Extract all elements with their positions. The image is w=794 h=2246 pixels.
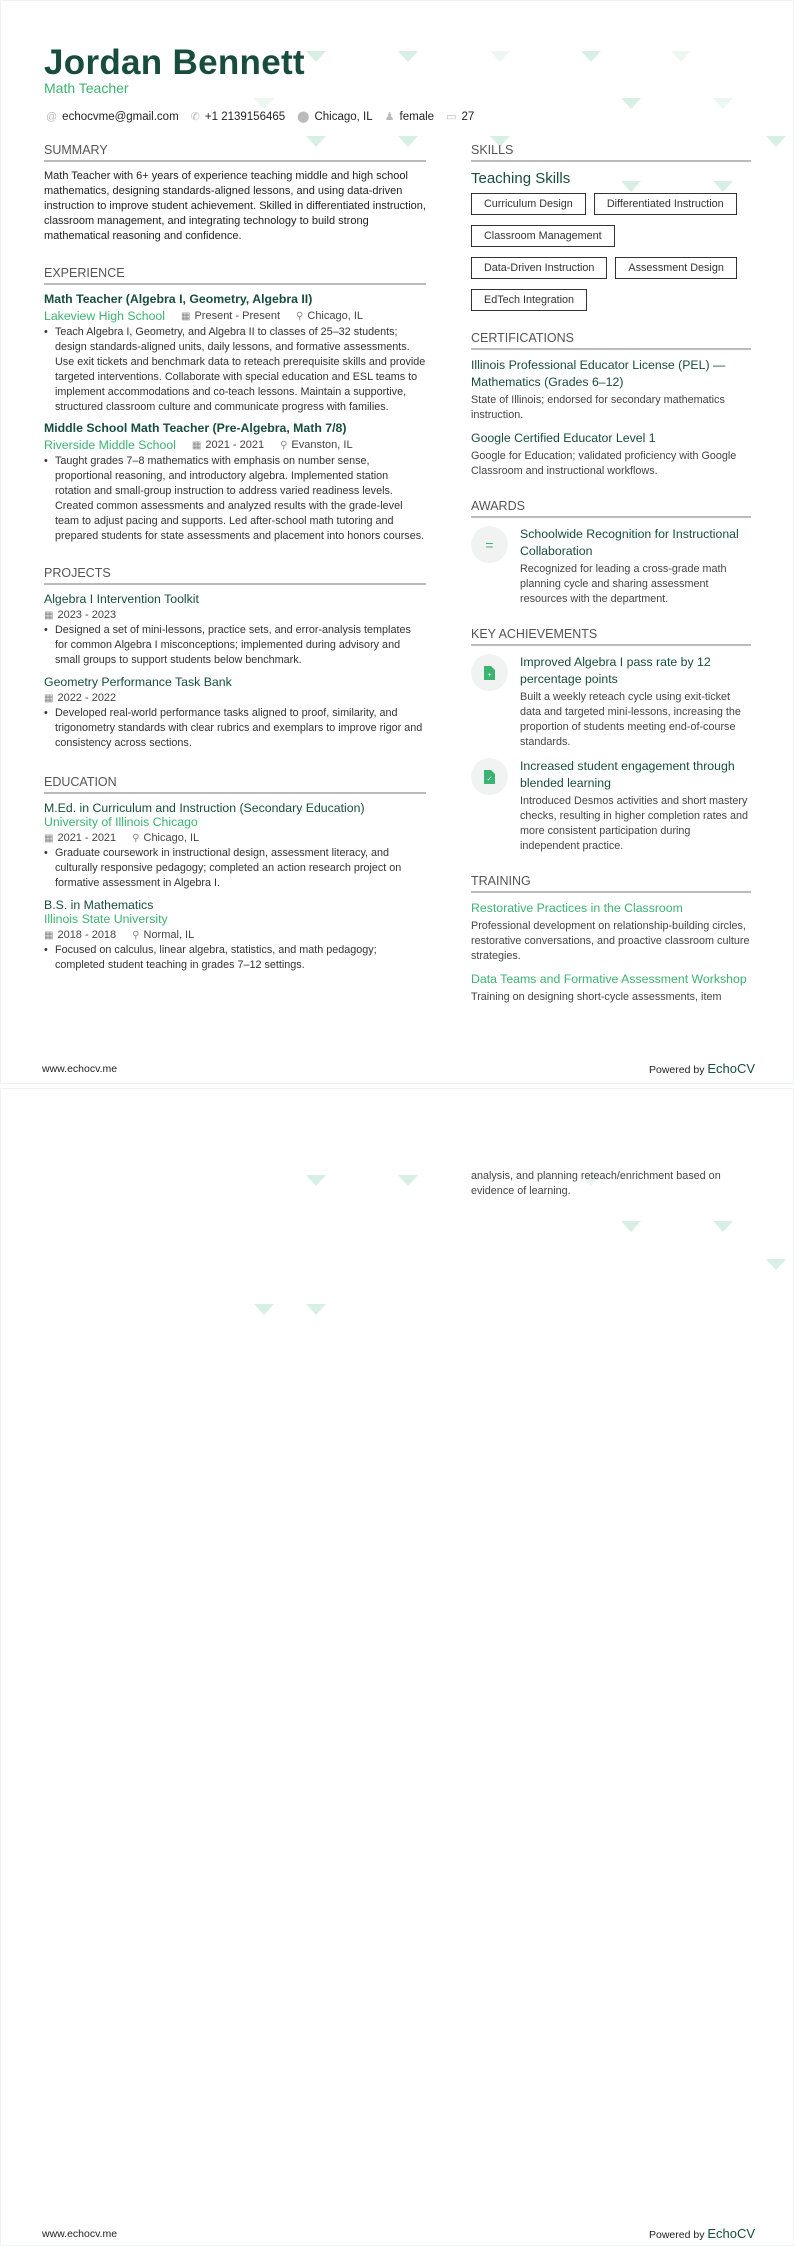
education-section [44, 775, 426, 973]
age: 27 [461, 111, 475, 123]
candidate-title: Math Teacher [44, 80, 129, 96]
certification-desc: State of Illinois; endorsed for secondary mathematics instruction. [471, 394, 725, 421]
skill-tag: EdTech Integration [471, 289, 587, 311]
footer-powered [649, 1061, 755, 1076]
candidate-name: Jordan Bennett [44, 43, 305, 82]
calendar-icon: ▦ [44, 833, 54, 844]
location-icon: ⬤ [297, 111, 310, 123]
location-text: Evanston, IL [291, 439, 353, 451]
experience-item [44, 292, 426, 415]
dates-text: 2023 - 2023 [57, 609, 117, 621]
school: Illinois State University [44, 912, 168, 926]
project-bullets [44, 623, 426, 668]
calendar-icon: ▦ [181, 311, 191, 322]
training-desc: Training on designing short-cycle assessments, item [471, 991, 722, 1003]
skill-tag: Differentiated Instruction [594, 193, 737, 215]
job-meta [44, 309, 426, 323]
powered-label: Powered by [649, 2229, 705, 2241]
footer-site[interactable]: www.echocv.me [42, 1063, 118, 1075]
skill-tag: Assessment Design [615, 257, 736, 279]
certification-title: Illinois Professional Educator License (PEL) — Mathematics (Grades 6–12) [471, 358, 726, 389]
powered-label: Powered by [649, 1064, 705, 1076]
dates-text: Present - Present [194, 310, 281, 322]
job-title: Math Teacher (Algebra I, Geometry, Algebra II) [44, 292, 313, 306]
location-text: Normal, IL [143, 929, 195, 941]
certification-item [471, 430, 751, 479]
contact-row [46, 110, 474, 123]
projects-section [44, 566, 426, 751]
training-title: Data Teams and Formative Assessment Workshop [471, 972, 747, 986]
file-check-icon [471, 758, 508, 795]
project-item [44, 592, 426, 668]
employer: Lakeview High School [44, 309, 165, 323]
degree: B.S. in Mathematics [44, 898, 154, 912]
experience-section [44, 266, 426, 544]
calendar-icon: ▭ [446, 111, 457, 123]
project-item [44, 675, 426, 751]
summary-section [44, 143, 426, 244]
dates-text: 2021 - 2021 [205, 439, 265, 451]
dates-text: 2018 - 2018 [57, 929, 117, 941]
certification-desc: Google for Education; validated proficiency with Google Classroom and instructional workflows. [471, 450, 737, 477]
footer-site[interactable]: www.echocv.me [42, 2228, 118, 2240]
section-heading: TRAINING [471, 874, 751, 893]
certification-item [471, 357, 751, 423]
footer-powered [649, 2226, 755, 2241]
skill-tag: Classroom Management [471, 225, 615, 247]
job-dates [181, 310, 280, 322]
brand-name: EchoCV [707, 1061, 756, 1076]
location-pin-icon: ⚲ [132, 930, 140, 941]
award-title: Schoolwide Recognition for Instructional Collaboration [520, 527, 739, 558]
project-meta [44, 609, 426, 621]
education-bullet: • Graduate coursework in instructional design, assessment literacy, and culturally responsive pedagogy; completed an action research project on formative assessment in Algebra I. [44, 846, 426, 891]
certifications-section [471, 331, 751, 479]
job-location [296, 310, 363, 322]
location: Chicago, IL [314, 111, 373, 123]
section-heading: SKILLS [471, 143, 751, 162]
phone[interactable]: +1 2139156465 [204, 111, 286, 123]
education-bullet: • Focused on calculus, linear algebra, statistics, and math pedagogy; completed student teaching in grades 7–12 settings. [44, 943, 426, 973]
education-meta [44, 832, 426, 844]
employer: Riverside Middle School [44, 438, 176, 452]
resume-page-2 [0, 1088, 794, 2246]
training-item [471, 971, 751, 1005]
training-desc: Professional development on relationship-building circles, restorative conversations, and proactive classroom culture strategies. [471, 920, 750, 962]
achievement-desc: Built a weekly reteach cycle using exit-ticket data and targeted mini-lessons, increasing the proportion of students meeting end-of-course standards. [520, 691, 741, 748]
achievement-title: Improved Algebra I pass rate by 12 percentage points [520, 655, 711, 686]
section-heading: EDUCATION [44, 775, 426, 794]
project-bullet: • Designed a set of mini-lessons, practice sets, and error-analysis templates for common Algebra I misconceptions; implemented during advisory and small groups to support students below benchmark. [44, 623, 426, 668]
resume-page-1 [0, 0, 794, 1084]
section-heading: PROJECTS [44, 566, 426, 585]
education-item [44, 801, 426, 891]
training-item [471, 900, 751, 964]
calendar-icon: ▦ [44, 930, 54, 941]
achievement [471, 758, 751, 854]
file-plus-icon [471, 654, 508, 691]
award-desc: Recognized for leading a cross-grade math planning cycle and sharing assessment resources with the department. [520, 563, 727, 605]
job-dates [192, 439, 264, 451]
experience-item [44, 421, 426, 544]
section-heading: SUMMARY [44, 143, 426, 162]
calendar-icon: ▦ [44, 693, 54, 704]
job-bullet: • Taught grades 7–8 mathematics with emphasis on number sense, proportional reasoning, and introductory algebra. Implemented station rotation and small-group instruction to address varied readiness levels. Created common assessments and analyzed results with the grade-level team to adjust pacing and supports. Led after-school math tutoring and prepared students for state assessments and placement into honors courses. [44, 454, 426, 544]
location-pin-icon: ⚲ [132, 833, 140, 844]
job-title: Middle School Math Teacher (Pre-Algebra, Math 7/8) [44, 421, 347, 435]
location-text: Chicago, IL [143, 832, 200, 844]
award [471, 526, 751, 607]
job-bullets [44, 454, 426, 544]
awards-section [471, 499, 751, 607]
section-heading: CERTIFICATIONS [471, 331, 751, 350]
school: University of Illinois Chicago [44, 815, 198, 829]
location-pin-icon: ⚲ [280, 440, 288, 451]
location-text: Chicago, IL [307, 310, 364, 322]
section-heading: AWARDS [471, 499, 751, 518]
section-heading: KEY ACHIEVEMENTS [471, 627, 751, 646]
project-bullet: • Developed real-world performance tasks aligned to proof, similarity, and trigonometry standards with clear rubrics and exemplars to improve rigor and consistency across sections. [44, 706, 426, 751]
achievement [471, 654, 751, 750]
brand-name: EchoCV [707, 2226, 756, 2241]
project-meta [44, 692, 426, 704]
section-heading: EXPERIENCE [44, 266, 426, 285]
job-bullet: • Teach Algebra I, Geometry, and Algebra II to classes of 25–32 students; design standards-aligned units, daily lessons, and formative assessments. Use exit tickets and benchmark data to reteach prerequisite skills and provide targeted interventions. Collaborate with special education and ESL teams to implement accommodations and co-teach lessons. Maintain a supportive, structured classroom culture and communicate progress with families. [44, 325, 426, 415]
project-title: Algebra I Intervention Toolkit [44, 592, 199, 606]
dates-text: 2021 - 2021 [57, 832, 117, 844]
calendar-icon: ▦ [191, 440, 202, 451]
phone-icon: ✆ [190, 111, 200, 123]
skill-tags [471, 193, 751, 311]
svg-text:+: + [487, 671, 492, 679]
skill-tag: Curriculum Design [471, 193, 586, 215]
dates-text: 2022 - 2022 [57, 692, 117, 704]
calendar-icon: ▦ [44, 610, 54, 621]
equals-icon: = [471, 526, 508, 563]
project-title: Geometry Performance Task Bank [44, 675, 232, 689]
gender: female [399, 111, 435, 123]
job-location [280, 439, 352, 451]
job-bullets [44, 325, 426, 415]
project-bullets [44, 706, 426, 751]
skill-tag: Data-Driven Instruction [471, 257, 607, 279]
training-title: Restorative Practices in the Classroom [471, 901, 683, 915]
achievement-title: Increased student engagement through blended learning [520, 759, 735, 790]
left-column [44, 143, 426, 973]
email[interactable]: echocvme@gmail.com [62, 110, 179, 123]
certification-title: Google Certified Educator Level 1 [471, 431, 656, 445]
job-meta [44, 438, 426, 452]
skills-section [471, 143, 751, 311]
degree: M.Ed. in Curriculum and Instruction (Secondary Education) [44, 801, 365, 815]
training-desc-continued: analysis, and planning reteach/enrichment based on evidence of learning. [471, 1170, 721, 1197]
skill-group-title: Teaching Skills [471, 170, 571, 187]
education-bullets [44, 846, 426, 891]
location-pin-icon: ⚲ [296, 311, 304, 322]
at-icon: @ [46, 110, 58, 123]
person-icon: ♟ [384, 111, 395, 123]
right-column [471, 143, 751, 1005]
education-item [44, 898, 426, 973]
summary-text: Math Teacher with 6+ years of experience teaching middle and high school mathematics, designing standards-aligned lessons, and using data-driven instruction to improve student achievement. Skilled in differentiated instruction, classroom management, and integrating technology to build strong mathematical reasoning and confidence. [44, 170, 426, 242]
svg-text:✓: ✓ [486, 775, 493, 783]
achievements-section [471, 627, 751, 854]
training-section [471, 874, 751, 1005]
achievement-desc: Introduced Desmos activities and short mastery checks, resulting in higher completion rates and more consistent participation during independent practice. [520, 795, 749, 852]
education-bullets [44, 943, 426, 973]
education-meta [44, 929, 426, 941]
